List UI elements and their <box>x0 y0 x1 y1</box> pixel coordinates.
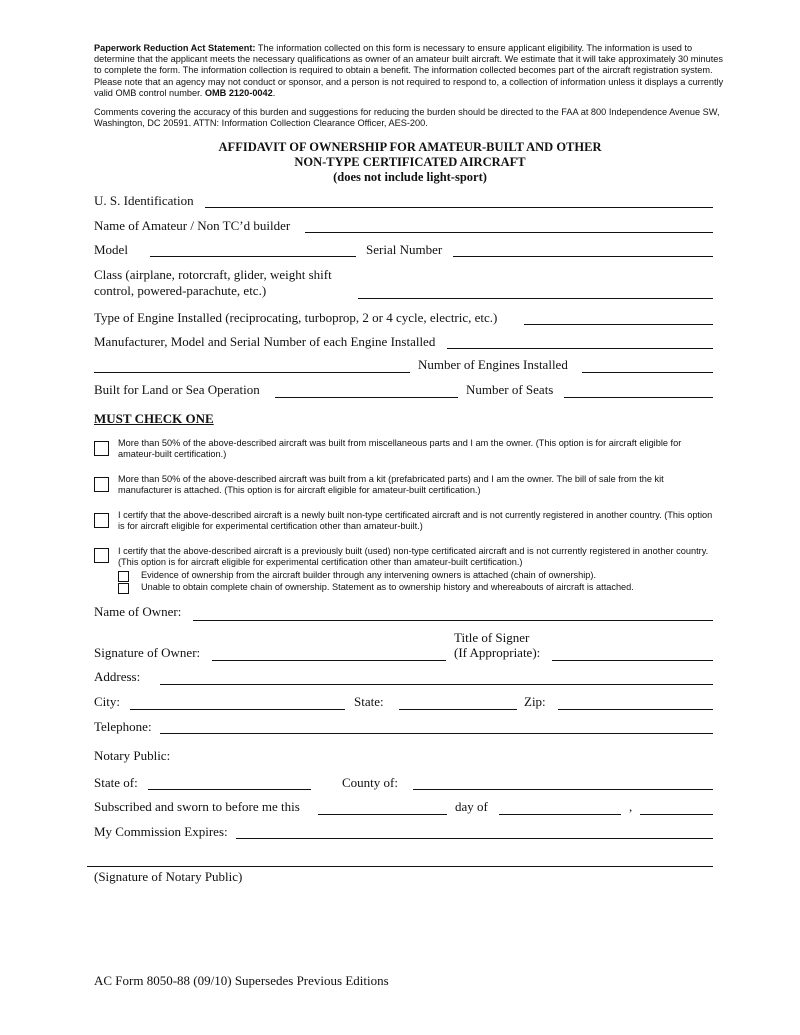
omb-number: OMB 2120-0042 <box>204 87 273 98</box>
engine-manufacturer-label: Manufacturer, Model and Serial Number of each Engine Installed <box>94 334 436 349</box>
owner-signature-input[interactable] <box>212 660 446 661</box>
owner-name-label: Name of Owner: <box>94 604 182 619</box>
option-4-checkbox[interactable] <box>94 548 109 563</box>
class-label-line-2: control, powered-parachute, etc.) <box>94 283 267 298</box>
form-footer: AC Form 8050-88 (09/10) Supersedes Previous Editions <box>94 973 389 988</box>
option-4-text: I certify that the above-described aircraft is a previously built (used) non-type certificated aircraft and is not currently registered in another country. (This option is for aircraft eligible for experimental certification other than amateur-built certification.) <box>118 546 709 568</box>
county-input[interactable] <box>413 789 713 790</box>
number-of-engines-label: Number of Engines Installed <box>418 357 568 372</box>
sworn-day-input[interactable] <box>318 814 447 815</box>
serial-number-input[interactable] <box>453 256 713 257</box>
paperwork-reduction-statement: Paperwork Reduction Act Statement: The information collected on this form is necessary to ensure applicant eligibility. The information is used to determine that the applicant meets the necessary qualifications as owner of an amateur built aircraft. We estimate that it will take approximately 30 minutes to complete the form. The information collection is required to obtain a benefit. The information collected becomes part of the aircraft registration system. Please note that an agency may not conduct or sponsor, and a person is not required to respond to, a collection of information unless it displays a currently valid OMB control number. OMB 2120-0042. <box>94 43 724 98</box>
pra-heading: Paperwork Reduction Act Statement: <box>94 43 256 53</box>
form-title-line-1: AFFIDAVIT OF OWNERSHIP FOR AMATEUR-BUILT AND OTHER <box>218 140 602 154</box>
form-title-line-3: (does not include light-sport) <box>333 170 487 184</box>
model-label: Model <box>94 242 128 257</box>
land-sea-label: Built for Land or Sea Operation <box>94 382 260 397</box>
commission-expires-label: My Commission Expires: <box>94 824 228 839</box>
number-of-engines-input[interactable] <box>582 372 713 373</box>
sub-option-1-checkbox[interactable] <box>118 571 129 582</box>
model-input[interactable] <box>150 256 356 257</box>
notary-state-input[interactable] <box>148 789 311 790</box>
land-sea-input[interactable] <box>275 397 458 398</box>
city-input[interactable] <box>130 709 345 710</box>
option-2-checkbox[interactable] <box>94 477 109 492</box>
sworn-month-input[interactable] <box>499 814 621 815</box>
class-input[interactable] <box>358 298 713 299</box>
county-label: County of: <box>342 775 398 790</box>
builder-name-label: Name of Amateur / Non TC’d builder <box>94 218 291 233</box>
address-label: Address: <box>94 669 141 684</box>
option-3-checkbox[interactable] <box>94 513 109 528</box>
option-3-text: I certify that the above-described aircraft is a newly built non-type certificated aircraft and is not currently registered in another country. (This option is for aircraft eligible for experimental certification other than amateur-built.) <box>118 510 713 532</box>
telephone-input[interactable] <box>160 733 713 734</box>
title-of-signer-label: Title of Signer <box>454 630 530 645</box>
class-label-line-1: Class (airplane, rotorcraft, glider, weight shift <box>94 267 332 282</box>
option-1-checkbox[interactable] <box>94 441 109 456</box>
engine-type-label: Type of Engine Installed (reciprocating, turboprop, 2 or 4 cycle, electric, etc.) <box>94 310 498 325</box>
subscribed-sworn-label: Subscribed and sworn to before me this <box>94 799 300 814</box>
option-2-text: More than 50% of the above-described aircraft was built from a kit (prefabricated parts) and I am the owner. The bill of sale from the kit manufacturer is attached. (This option is for aircraft eligible for amateur-built certification.) <box>118 474 664 496</box>
city-label: City: <box>94 694 121 709</box>
number-of-seats-label: Number of Seats <box>466 382 554 397</box>
engine-manufacturer-input-1[interactable] <box>447 348 713 349</box>
state-input[interactable] <box>399 709 517 710</box>
zip-label: Zip: <box>524 694 546 709</box>
owner-signature-label: Signature of Owner: <box>94 645 201 660</box>
builder-name-input[interactable] <box>305 232 713 233</box>
must-check-one-heading: MUST CHECK ONE <box>94 411 214 426</box>
notary-public-heading: Notary Public: <box>94 748 171 763</box>
us-identification-input[interactable] <box>205 207 713 208</box>
number-of-seats-input[interactable] <box>564 397 713 398</box>
title-if-appropriate-label: (If Appropriate): <box>454 645 541 660</box>
form-title-line-2: NON-TYPE CERTIFICATED AIRCRAFT <box>294 155 526 169</box>
sub-option-1-text: Evidence of ownership from the aircraft builder through any intervening owners is attached (chain of ownership). <box>141 570 597 580</box>
option-1-text: More than 50% of the above-described aircraft was built from miscellaneous parts and I am the owner. (This option is for aircraft eligible for amateur-built certification.) <box>118 438 682 460</box>
title-of-signer-input[interactable] <box>552 660 713 661</box>
commission-expires-input[interactable] <box>236 838 713 839</box>
notary-state-label: State of: <box>94 775 138 790</box>
serial-number-label: Serial Number <box>366 242 443 257</box>
telephone-label: Telephone: <box>94 719 152 734</box>
notary-signature-label: (Signature of Notary Public) <box>94 869 243 884</box>
day-of-label: day of <box>455 799 488 814</box>
date-comma: , <box>629 799 633 814</box>
zip-input[interactable] <box>558 709 713 710</box>
sworn-year-input[interactable] <box>640 814 713 815</box>
address-input[interactable] <box>160 684 713 685</box>
sub-option-2-checkbox[interactable] <box>118 583 129 594</box>
owner-name-input[interactable] <box>193 620 713 621</box>
comments-statement: Comments covering the accuracy of this burden and suggestions for reducing the burden should be directed to the FAA at 800 Independence Avenue SW, Washington, DC 20591. ATTN: Information Collection Clearance Officer, AES-200. <box>94 107 720 129</box>
us-identification-label: U. S. Identification <box>94 193 194 208</box>
notary-signature-input[interactable] <box>87 866 713 867</box>
sub-option-2-text: Unable to obtain complete chain of ownership. Statement as to ownership history and whereabouts of aircraft is attached. <box>141 582 634 592</box>
engine-type-input[interactable] <box>524 324 713 325</box>
state-label: State: <box>354 694 384 709</box>
pra-body: The information collected on this form is necessary to ensure applicant eligibility. The information is used to determine that the applicant meets the necessary qualifications as owner of an amateur built aircraft. We estimate that it will take approximately 30 minutes to complete the form. The information collection is required to obtain a benefit. The information collected becomes part of the aircraft registration system. Please note that an agency may not conduct or sponsor, and a person is not required to respond to, a collection of information unless it displays a currently valid OMB control number. <box>94 43 724 98</box>
engine-manufacturer-input-2[interactable] <box>94 372 410 373</box>
